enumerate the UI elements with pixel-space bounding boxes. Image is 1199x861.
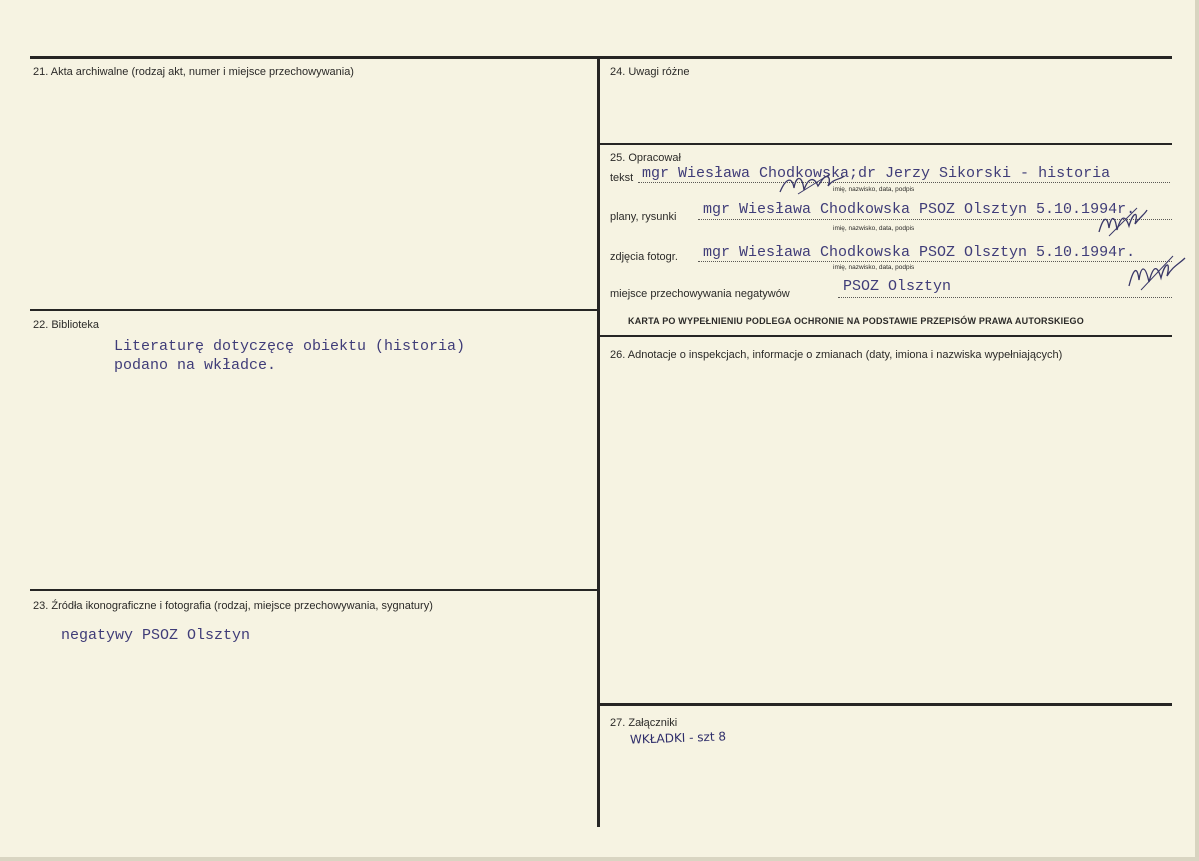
negatywy-value: PSOZ Olsztyn bbox=[843, 278, 952, 295]
divider-21-22 bbox=[30, 309, 598, 311]
section-23-label: 23. Źródła ikonograficzne i fotografia (rodzaj, miejsce przechowywania, sygnatury) bbox=[33, 600, 433, 612]
negatywy-label: miejsce przechowywania negatywów bbox=[610, 288, 790, 300]
section-21-label: 21. Akta archiwalne (rodzaj akt, numer i miejsce przechowywania) bbox=[33, 66, 354, 78]
negatywy-dotted-line bbox=[838, 297, 1172, 298]
tekst-label: tekst bbox=[610, 172, 634, 184]
library-typed-line-1: Literaturę dotyczęcę obiektu (historia) bbox=[114, 338, 466, 355]
zdjecia-dotted-line bbox=[698, 261, 1172, 262]
divider-24-25 bbox=[598, 143, 1172, 145]
divider-26-27 bbox=[598, 703, 1172, 706]
top-border-line bbox=[30, 56, 1172, 59]
signature-3-icon bbox=[1125, 252, 1191, 292]
section-26-label: 26. Adnotacje o inspekcjach, informacje o zmianach (daty, imiona i nazwiska wypełniających) bbox=[610, 349, 1063, 361]
tekst-value: mgr Wiesława Chodkowska;dr Jerzy Sikorski - historia bbox=[642, 165, 1111, 182]
library-typed-line-2: podano na wkładce. bbox=[114, 357, 277, 374]
divider-22-23 bbox=[30, 589, 598, 591]
section-22-label: 22. Biblioteka bbox=[33, 319, 100, 331]
iconography-typed: negatywy PSOZ Olsztyn bbox=[61, 627, 251, 644]
section-24-label: 24. Uwagi różne bbox=[610, 66, 690, 78]
center-divider bbox=[597, 57, 600, 827]
zdjecia-caption: imię, nazwisko, data, podpis bbox=[833, 264, 915, 271]
paper-right-edge bbox=[1195, 0, 1199, 861]
tekst-caption: imię, nazwisko, data, podpis bbox=[833, 186, 915, 193]
signature-1-icon bbox=[778, 168, 848, 198]
divider-25-26 bbox=[598, 335, 1172, 337]
plany-caption: imię, nazwisko, data, podpis bbox=[833, 225, 915, 232]
plany-value: mgr Wiesława Chodkowska PSOZ Olsztyn 5.10.1994r. bbox=[703, 201, 1136, 218]
paper-bottom-edge bbox=[0, 857, 1199, 861]
attachments-handwritten: WKŁADKI - szt 8 bbox=[629, 729, 727, 747]
copyright-notice: KARTA PO WYPEŁNIENIU PODLEGA OCHRONIE NA PODSTAWIE PRZEPISÓW PRAWA AUTORSKIEGO bbox=[628, 316, 1084, 326]
signature-2-icon bbox=[1095, 204, 1150, 240]
plany-label: plany, rysunki bbox=[610, 211, 677, 223]
zdjecia-value: mgr Wiesława Chodkowska PSOZ Olsztyn 5.10.1994r. bbox=[703, 244, 1136, 261]
section-27-label: 27. Załączniki bbox=[610, 717, 678, 729]
zdjecia-label: zdjęcia fotogr. bbox=[610, 251, 678, 263]
tekst-dotted-line bbox=[638, 182, 1170, 183]
section-25-label: 25. Opracował bbox=[610, 152, 681, 164]
